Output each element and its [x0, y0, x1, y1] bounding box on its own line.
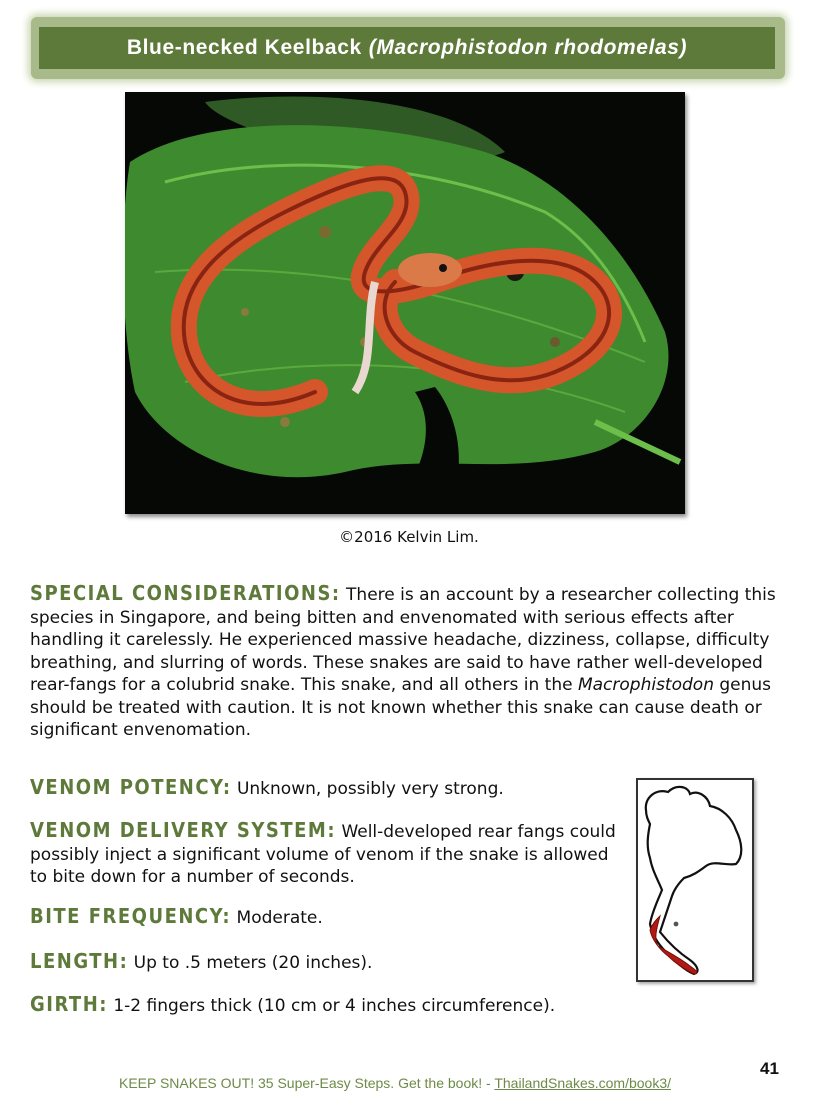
venom-potency-heading: VENOM POTENCY:	[30, 775, 232, 799]
venom-potency	[30, 776, 630, 801]
special-considerations-text-after: genus should be treated with caution. It is not known whether this snake can cause death or significant envenomation.	[30, 675, 772, 740]
special-considerations-heading: SPECIAL CONSIDERATIONS:	[30, 581, 341, 605]
girth-heading: GIRTH:	[30, 992, 108, 1016]
range-map	[636, 778, 754, 982]
footer-link[interactable]: ThailandSnakes.com/book3/	[494, 1075, 671, 1091]
length	[30, 950, 630, 975]
title-banner	[31, 17, 785, 79]
title-bar	[39, 27, 775, 69]
length-text: Up to .5 meters (20 inches).	[133, 953, 373, 973]
special-considerations-text-before: There is an account by a researcher collecting this species in Singapore, and being bitten and envenomated with serious effects after handling it carelessly. He experienced massive headache, dizziness, collapse, difficulty breathing, and slurring of words. These snakes are said to have rather well-developed rear-fangs for a colubrid snake. This snake, and all others in the	[30, 585, 776, 695]
venom-delivery	[30, 819, 630, 889]
scientific-name: (Macrophistodon rhodomelas)	[368, 36, 688, 59]
venom-delivery-heading: VENOM DELIVERY SYSTEM:	[30, 818, 337, 842]
bite-frequency	[30, 905, 630, 930]
venom-delivery-text: Well-developed rear fangs could possibly inject a significant volume of venom if the snake is allowed to bite down for a number of seconds.	[30, 822, 616, 887]
bite-frequency-text: Moderate.	[236, 908, 323, 928]
footer	[0, 1075, 790, 1091]
venom-potency-text: Unknown, possibly very strong.	[236, 779, 504, 799]
girth-text: 1-2 fingers thick (10 cm or 4 inches circumference).	[113, 996, 556, 1016]
common-name: Blue-necked Keelback	[126, 36, 362, 59]
snake-photo	[125, 92, 685, 514]
bite-frequency-heading: BITE FREQUENCY:	[30, 904, 232, 928]
photo-caption: ©2016 Kelvin Lim.	[339, 528, 479, 546]
page-number: 41	[760, 1059, 779, 1078]
special-considerations	[30, 582, 790, 742]
genus-name: Macrophistodon	[577, 675, 714, 695]
girth	[30, 993, 790, 1018]
footer-text: KEEP SNAKES OUT! 35 Super-Easy Steps. Get the book! -	[118, 1075, 491, 1091]
length-heading: LENGTH:	[30, 949, 129, 973]
